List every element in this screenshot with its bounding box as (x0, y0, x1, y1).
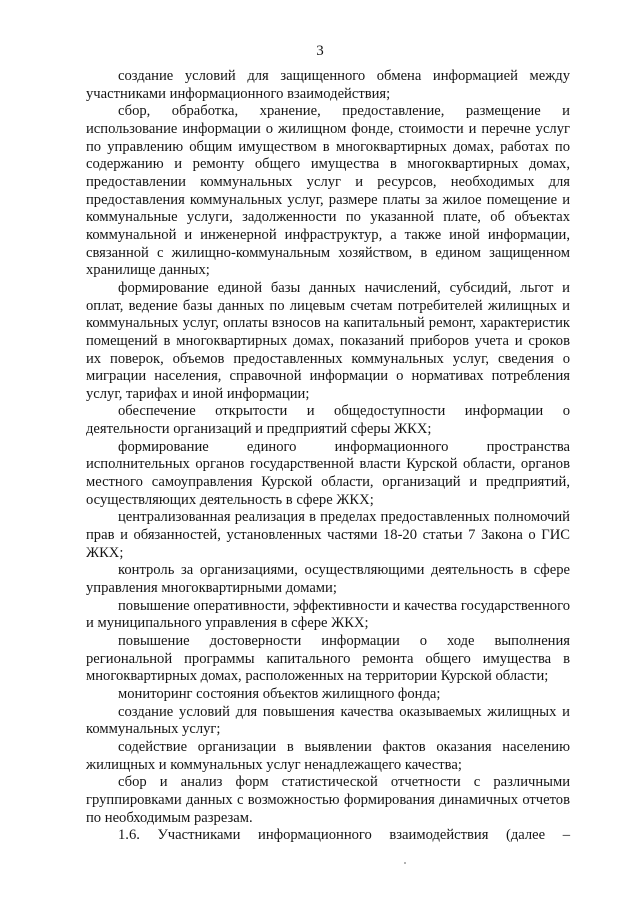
paragraph: создание условий для защищенного обмена информацией между участниками информационного взаимодействия; (86, 68, 570, 102)
paragraph: формирование единой базы данных начислений, субсидий, льгот и оплат, ведение базы данных по лицевым счетам потребителей жилищных и коммунальных услуг, оплаты взносов на капитальный ремонт, характеристик помещений в многоквартирных домах, показаний приборов учета и сроков их поверок, объемов предоставленных коммунальных услуг, сведения о миграции населения, справочной информации о нормативах потребления услуг, тарифах и иной информации; (86, 279, 570, 402)
paragraph: сбор и анализ форм статистической отчетности с различными группировками данных с возможностью формирования динамичных отчетов по необходимым разрезам. (86, 774, 570, 826)
paragraph: содействие организации в выявлении фактов оказания населению жилищных и коммунальных услуг ненадлежащего качества; (86, 738, 570, 773)
body-text (86, 68, 570, 845)
paragraph: создание условий для повышения качества оказываемых жилищных и коммунальных услуг; (86, 703, 570, 738)
paragraph: сбор, обработка, хранение, предоставление, размещение и использование информации о жилищном фонде, стоимости и перечне услуг по управлению общим имуществом в многоквартирных домах, работах по содержанию и ремонту общего имущества в многоквартирных домах, предоставлении коммунальных услуг и ресурсов, необходимых для предоставления коммунальных услуг, размере платы за жилое помещение и коммунальные услуги, задолженности по указанной плате, об объектах коммунальной и инженерной инфраструктур, а также иной информации, связанной с жилищно-коммунальным хозяйством, в едином защищенном хранилище данных; (86, 103, 570, 279)
paragraph: повышение достоверности информации о ходе выполнения региональной программы капитального ремонта общего имущества в многоквартирных домах, расположенных на территории Курской области; (86, 633, 570, 685)
paragraph: централизованная реализация в пределах предоставленных полномочий прав и обязанностей, установленных частями 18-20 статьи 7 Закона о ГИС ЖКХ; (86, 509, 570, 561)
paragraph: формирование единого информационного пространства исполнительных органов государственной власти Курской области, органов местного самоуправления Курской области, организаций и предприятий, осуществляющих деятельность в сфере ЖКХ; (86, 438, 570, 508)
paragraph: 1.6. Участниками информационного взаимодействия (далее – (118, 827, 570, 844)
paragraph: обеспечение открытости и общедоступности информации о деятельности организаций и предприятий сферы ЖКХ; (86, 403, 570, 438)
page-number: 3 (316, 43, 324, 59)
scan-speck (404, 862, 406, 864)
paragraph: мониторинг состояния объектов жилищного фонда; (118, 685, 441, 702)
paragraph: контроль за организациями, осуществляющими деятельность в сфере управления многоквартирными домами; (86, 562, 570, 597)
paragraph: повышение оперативности, эффективности и качества государственного и муниципального управления в сфере ЖКХ; (86, 597, 570, 632)
